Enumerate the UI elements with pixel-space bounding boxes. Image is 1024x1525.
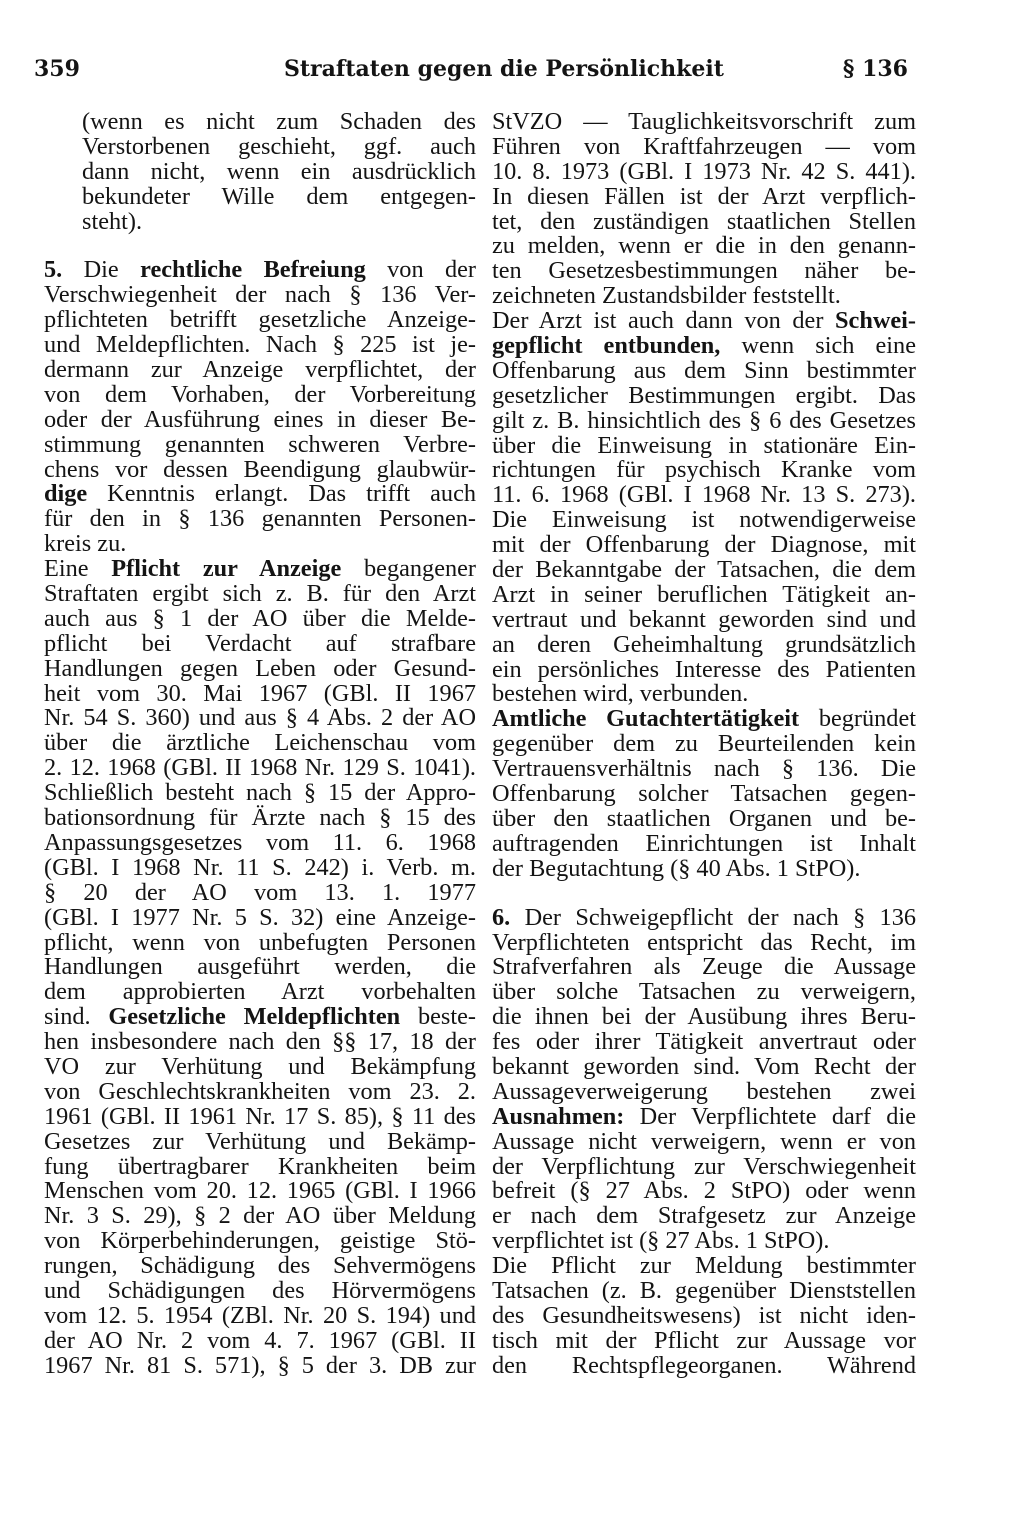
text-line: dem approbierten Arzt vorbehalten — [44, 978, 476, 1006]
text-line: und Schädigungen des Hörvermögens — [44, 1276, 476, 1304]
text-line: über den staatlichen Organen und be- — [492, 804, 916, 832]
text-line: befreit (§ 27 Abs. 2 StPO) oder wenn — [492, 1177, 916, 1205]
text-line: der AO Nr. 2 vom 4. 7. 1967 (GBl. II — [44, 1326, 476, 1354]
text-line: rungen, Schädigung des Sehvermögens — [44, 1252, 476, 1280]
text-line: Nr. 54 S. 360) und aus § 4 Abs. 2 der AO — [44, 704, 476, 732]
text-line: bationsordnung für Ärzte nach § 15 des — [44, 804, 476, 832]
text-line: ten Gesetzesbestimmungen näher be- — [492, 257, 916, 285]
text-line: der Bekanntgabe der Tatsachen, die dem — [492, 556, 916, 584]
text-line: für den in § 136 genannten Personen- — [44, 505, 476, 533]
text-line: stimmung genannten schweren Verbre- — [44, 430, 476, 458]
text-line: Verstorbenen geschieht, ggf. auch — [82, 132, 476, 160]
text-line: (wenn es nicht zum Schaden des — [82, 108, 476, 135]
text-line: den Rechtspflegeorganen. Während — [492, 1351, 916, 1379]
bold-term: rechtliche Befreiung — [140, 256, 366, 284]
text-line: der Verpflichtung zur Verschwiegenheit — [492, 1152, 916, 1180]
paragraph-5 — [44, 258, 476, 557]
text-line: und Meldepflichten. Nach § 225 ist je- — [44, 331, 476, 359]
text-line: ein persönliches Interesse des Patienten — [492, 655, 916, 683]
text-line: gegenüber dem zu Beurteilenden kein — [492, 730, 916, 758]
page-number: 359 — [34, 56, 80, 82]
text-line: Straftaten ergibt sich z. B. für den Arzt — [44, 580, 476, 608]
text-line: Anpassungsgesetzes vom 11. 6. 1968 — [44, 828, 476, 856]
text-line: StVZO — Tauglichkeitsvorschrift zum — [492, 108, 916, 135]
text-line: Aussage nicht verweigern, wenn er von — [492, 1127, 916, 1155]
text-line: pflichteten betrifft gesetzliche Anzeige- — [44, 306, 476, 334]
text-line: pflicht, wenn von unbefugten Personen — [44, 928, 476, 956]
text-line: Menschen vom 20. 12. 1965 (GBl. I 1966 — [44, 1177, 476, 1205]
text-line: Offenbarung aus dem Sinn bestimmter — [492, 356, 916, 384]
text-line: Arzt in seiner beruflichen Tätigkeit an- — [492, 580, 916, 608]
text-line: er nach dem Strafgesetz zur Anzeige — [492, 1202, 916, 1230]
section-marker: § 136 — [842, 56, 908, 82]
text-line: Verpflichteten entspricht das Recht, im — [492, 928, 916, 956]
text-line: fes oder ihrer Tätigkeit anvertraut oder — [492, 1028, 916, 1056]
text-line: an deren Geheimhaltung grundsätzlich — [492, 630, 916, 658]
right-column — [492, 110, 916, 1379]
text-line: über die Einweisung in stationäre Ein- — [492, 431, 916, 459]
text-line: bekundeter Wille dem entgegen- — [82, 182, 476, 210]
text-line: 1967 Nr. 81 S. 571), § 5 der 3. DB zur — [44, 1351, 476, 1379]
text-line: Handlungen gegen Leben oder Gesund- — [44, 654, 476, 682]
text-line: vertraut und bekannt geworden sind und — [492, 605, 916, 633]
paragraph-meldung — [492, 1254, 916, 1378]
text-line: Offenbarung solcher Tatsachen gegen- — [492, 780, 916, 808]
text-line: über solche Tatsachen zu verweigern, — [492, 978, 916, 1006]
text-line: von dem Vorhaben, der Vorbereitung — [44, 380, 476, 408]
text-line: pflicht bei Verdacht auf strafbare — [44, 629, 476, 657]
text-line: Strafverfahren als Zeuge die Aussage — [492, 953, 916, 981]
text-line: Eine Pflicht zur Anzeige begangener — [44, 555, 476, 583]
paragraph-number: 6. — [492, 903, 511, 931]
text-line: oder der Ausführung eines in dieser Be- — [44, 405, 476, 433]
text-line: tet, den zuständigen staatlichen Stellen — [492, 207, 916, 235]
text-line: Verschwiegenheit der nach § 136 Ver- — [44, 281, 476, 309]
left-column — [44, 110, 476, 1379]
text-line: Vertrauensverhältnis nach § 136. Die — [492, 755, 916, 783]
running-title: Straftaten gegen die Persönlichkeit — [284, 56, 724, 82]
text-line: Tatsachen (z. B. gegenüber Dienststellen — [492, 1276, 916, 1304]
text-line: bekannt geworden sind. Vom Recht der — [492, 1052, 916, 1080]
text-line: von Geschlechtskrankheiten vom 23. 2. — [44, 1077, 476, 1105]
text-line: § 20 der AO vom 13. 1. 1977 — [44, 878, 476, 906]
bold-term: gepflicht entbunden, — [492, 332, 721, 360]
text-line: die ihnen bei der Ausübung ihres Beru- — [492, 1003, 916, 1031]
text-line: zu melden, wenn er die in den genann- — [492, 232, 916, 260]
text-line: Amtliche Gutachtertätigkeit begründet — [492, 705, 916, 733]
text-line: Gesetzes zur Verhütung und Bekämp- — [44, 1127, 476, 1155]
text-line: fung übertragbarer Krankheiten beim — [44, 1152, 476, 1180]
text-line: Führen von Kraftfahrzeugen — vom — [492, 132, 916, 160]
paragraph-intro — [44, 110, 476, 234]
text-line: gepflicht entbunden, wenn sich eine — [492, 332, 916, 360]
text-line: dige Kenntnis erlangt. Das trifft auch — [44, 480, 476, 508]
bold-term: dige — [44, 480, 88, 508]
text-line: In diesen Fällen ist der Arzt verpflich- — [492, 182, 916, 210]
text-line: Schließlich besteht nach § 15 der Appro- — [44, 779, 476, 807]
text-line: Die Pflicht zur Meldung bestimmter — [492, 1252, 916, 1280]
text-line: mit der Offenbarung der Diagnose, mit — [492, 531, 916, 559]
text-line: Der Arzt ist auch dann von der Schwei- — [492, 307, 916, 335]
text-line: heit vom 30. Mai 1967 (GBl. II 1967 — [44, 679, 476, 707]
text-line: zeichneten Zustandsbilder feststellt. — [492, 282, 841, 310]
text-line: steht). — [82, 207, 143, 235]
text-line: verpflichtet ist (§ 27 Abs. 1 StPO). — [492, 1227, 830, 1255]
paragraph-anzeigepflicht — [44, 557, 476, 1378]
paragraph-schweigepflicht — [492, 309, 916, 707]
text-line: bestehen wird, verbunden. — [492, 680, 749, 708]
text-line: auch aus § 1 der AO über die Melde- — [44, 604, 476, 632]
text-line: 10. 8. 1973 (GBl. I 1973 Nr. 42 S. 441). — [492, 157, 916, 185]
text-line: dann nicht, wenn ein ausdrücklich — [82, 157, 476, 185]
text-line: (GBl. I 1977 Nr. 5 S. 32) eine Anzeige- — [44, 903, 476, 931]
text-line: auftragenden Einrichtungen ist Inhalt — [492, 829, 916, 857]
text-line: Aussageverweigerung bestehen zwei — [492, 1077, 916, 1105]
text-line: gesetzlicher Bestimmungen ergibt. Das — [492, 381, 916, 409]
text-line: 2. 12. 1968 (GBl. II 1968 Nr. 129 S. 1041). — [44, 754, 476, 782]
text-line: Handlungen ausgeführt werden, die — [44, 953, 476, 981]
text-line: des Gesundheitswesens) ist nicht iden- — [492, 1301, 916, 1329]
text-line: gilt z. B. hinsichtlich des § 6 des Gesetzes — [492, 406, 916, 434]
text-line: Ausnahmen: Der Verpflichtete darf die — [492, 1102, 916, 1130]
text-line: tisch mit der Pflicht zur Aussage vor — [492, 1326, 916, 1354]
text-line: von Körperbehinderungen, geistige Stö- — [44, 1227, 476, 1255]
text-line: 5. Die rechtliche Befreiung von der — [44, 256, 477, 284]
paragraph-number: 5. — [44, 256, 63, 284]
text-line: der Begutachtung (§ 40 Abs. 1 StPO). — [492, 854, 861, 882]
text-line: richtungen für psychisch Kranke vom — [492, 456, 916, 484]
paragraph-6 — [492, 903, 916, 1255]
text-line: über die ärztliche Leichenschau vom — [44, 729, 476, 757]
bold-term: Ausnahmen: — [492, 1102, 625, 1130]
text-line: VO zur Verhütung und Bekämpfung — [44, 1052, 476, 1080]
text-line: vom 12. 5. 1954 (ZBl. Nr. 20 S. 194) und — [44, 1301, 476, 1329]
text-line: kreis zu. — [44, 530, 127, 558]
text-line: 6. Der Schweigepflicht der nach § 136 — [492, 903, 916, 931]
bold-term: Amtliche Gutachtertätigkeit — [492, 705, 800, 733]
paragraph-stvzo — [492, 110, 916, 309]
text-line: 1961 (GBl. II 1961 Nr. 17 S. 85), § 11 des — [44, 1102, 476, 1130]
text-line: Die Einweisung ist notwendigerweise — [492, 506, 916, 534]
text-line: chens vor dessen Beendigung glaubwür- — [44, 455, 476, 483]
text-line: sind. Gesetzliche Meldepflichten beste- — [44, 1003, 477, 1031]
paragraph-gutachtertaetigkeit — [492, 707, 916, 881]
page-header — [34, 56, 908, 92]
bold-term: Schwei- — [835, 307, 916, 335]
bold-term: Pflicht zur Anzeige — [111, 555, 342, 583]
text-line: 11. 6. 1968 (GBl. I 1968 Nr. 13 S. 273). — [492, 481, 916, 509]
text-line: (GBl. I 1968 Nr. 11 S. 242) i. Verb. m. — [44, 853, 476, 881]
bold-term: Gesetzliche Meldepflichten — [108, 1003, 401, 1031]
text-line: hen insbesondere nach den §§ 17, 18 der — [44, 1028, 476, 1056]
text-line: Nr. 3 S. 29), § 2 der AO über Meldung — [44, 1202, 476, 1230]
text-line: dermann zur Anzeige verpflichtet, der — [44, 356, 476, 384]
